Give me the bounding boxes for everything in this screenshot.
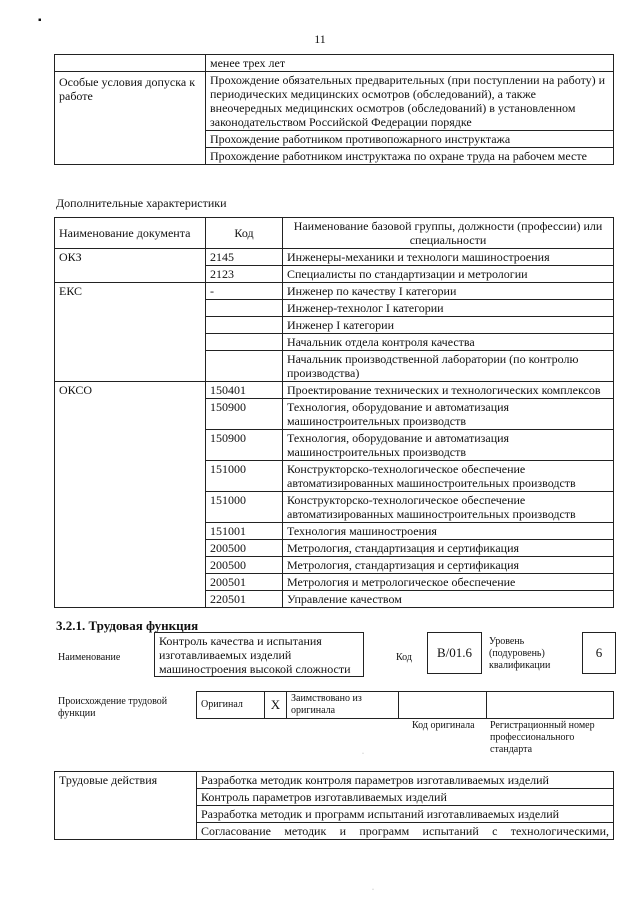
name-cell: Технология машиностроения [283, 523, 614, 540]
section-title: 3.2.1. Трудовая функция [56, 618, 199, 633]
origin-code-caption: Код оригинала [412, 720, 475, 731]
action-item: Разработка методик контроля параметров изготавливаемых изделий [197, 772, 614, 789]
additional-characteristics-title: Дополнительные характеристики [56, 196, 227, 210]
conditions-label: Особые условия допуска к работе [55, 72, 206, 165]
condition-item: Прохождение работником инструктажа по охране труда на рабочем месте [206, 148, 614, 165]
name-cell: Технология, оборудование и автоматизация машиностроительных производств [283, 430, 614, 461]
doc-cell: ОКЗ [55, 249, 206, 283]
code-cell: 150900 [206, 430, 283, 461]
level-label: Уровень (подуровень) квалификации [489, 636, 551, 671]
action-item: Разработка методик и программ испытаний изготавливаемых изделий [197, 806, 614, 823]
name-cell: Инженер по качеству I категории [283, 283, 614, 300]
name-cell: Метрология, стандартизация и сертификация [283, 557, 614, 574]
code-cell: 150900 [206, 399, 283, 430]
table-row [55, 382, 614, 399]
origin-code-cell [399, 692, 487, 719]
original-mark: X [265, 692, 287, 719]
function-code-box: B/01.6 [427, 632, 482, 674]
speck: · [362, 751, 364, 757]
original-label: Оригинал [197, 692, 265, 719]
table-row [55, 72, 614, 131]
doc-cell: ОКСО [55, 382, 206, 608]
name-cell: Специалисты по стандартизации и метрологии [283, 266, 614, 283]
actions-table [54, 771, 614, 840]
table-row [55, 55, 614, 72]
name-cell: Инженеры-механики и технологи машиностроения [283, 249, 614, 266]
table-row [55, 772, 614, 789]
borrowed-label: Заимствовано из оригинала [287, 692, 399, 719]
empty-cell [55, 55, 206, 72]
code-cell: 2123 [206, 266, 283, 283]
code-cell [206, 317, 283, 334]
code-cell: 220501 [206, 591, 283, 608]
admission-conditions-table [54, 54, 614, 165]
code-cell [206, 300, 283, 317]
origin-label: Происхождение трудовой функции [58, 696, 168, 719]
name-cell: Метрология и метрологическое обеспечение [283, 574, 614, 591]
code-cell: 150401 [206, 382, 283, 399]
action-item: Контроль параметров изготавливаемых изделий [197, 789, 614, 806]
name-cell: Конструкторско-технологическое обеспечение автоматизированных машиностроительных производств [283, 461, 614, 492]
name-cell: Управление качеством [283, 591, 614, 608]
name-cell: Технология, оборудование и автоматизация машиностроительных производств [283, 399, 614, 430]
condition-item: Прохождение обязательных предварительных (при поступлении на работу) и периодических медицинских осмотров (обследований), а также внеочередных медицинских осмотров (обследований) в установленном законодательством Российской Федерации порядке [206, 72, 614, 131]
name-cell: Инженер I категории [283, 317, 614, 334]
actions-label: Трудовые действия [55, 772, 197, 840]
name-cell: Метрология, стандартизация и сертификация [283, 540, 614, 557]
header-doc: Наименование документа [55, 218, 206, 249]
characteristics-table [54, 217, 614, 608]
origin-table [196, 691, 614, 719]
name-cell: Начальник производственной лаборатории (по контролю производства) [283, 351, 614, 382]
action-item: Согласование методик и программ испытаний с технологическими, [197, 823, 614, 840]
name-cell: Проектирование технических и технологических комплексов [283, 382, 614, 399]
name-label: Наименование [58, 652, 121, 663]
code-cell: 200501 [206, 574, 283, 591]
table-row [197, 692, 614, 719]
code-cell: 151000 [206, 461, 283, 492]
function-name-box: Контроль качества и испытания изготавливаемых изделий машиностроения высокой сложности [154, 632, 364, 677]
code-cell: 151001 [206, 523, 283, 540]
speck: · [372, 887, 374, 893]
table-row [55, 249, 614, 266]
code-cell: 200500 [206, 557, 283, 574]
code-cell: - [206, 283, 283, 300]
name-cell: Конструкторско-технологическое обеспечение автоматизированных машиностроительных производств [283, 492, 614, 523]
corner-mark: ▪ [38, 15, 42, 26]
reg-number-caption: Регистрационный номер профессионального стандарта [490, 720, 595, 755]
code-cell: 151000 [206, 492, 283, 523]
table-header-row [55, 218, 614, 249]
name-cell: Начальник отдела контроля качества [283, 334, 614, 351]
condition-item: Прохождение работником противопожарного инструктажа [206, 131, 614, 148]
level-box: 6 [582, 632, 616, 674]
header-name: Наименование базовой группы, должности (профессии) или специальности [283, 218, 614, 249]
table-row [55, 283, 614, 300]
continued-cell: менее трех лет [206, 55, 614, 72]
doc-cell: ЕКС [55, 283, 206, 382]
code-cell: 200500 [206, 540, 283, 557]
page-number: 11 [314, 32, 326, 46]
reg-number-cell [487, 692, 614, 719]
code-label: Код [396, 652, 412, 663]
code-cell [206, 334, 283, 351]
name-cell: Инженер-технолог I категории [283, 300, 614, 317]
header-code: Код [206, 218, 283, 249]
code-cell: 2145 [206, 249, 283, 266]
code-cell [206, 351, 283, 382]
